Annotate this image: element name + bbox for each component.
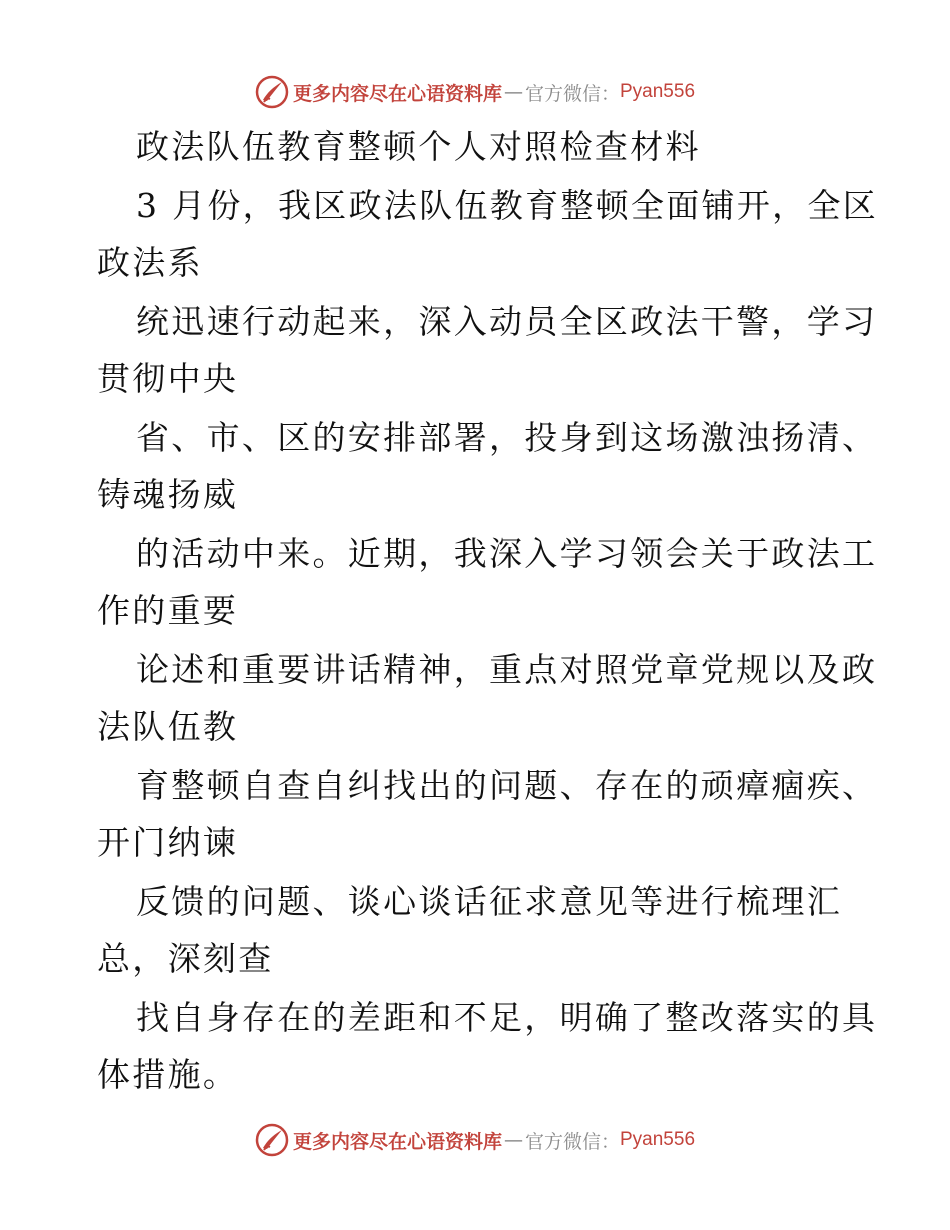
body-line: 总，深刻查 [97, 939, 274, 978]
banner-wechat-label: 官方微信： [524, 1130, 620, 1153]
body-line: 铸魂扬威 [97, 475, 239, 514]
document-title: 政法队伍教育整顿个人对照检查材料 [136, 127, 701, 166]
banner-content [255, 75, 695, 109]
body-line: 的活动中来。近期，我深入学习领会关于政法工 [136, 534, 878, 573]
body-line: 统迅速行动起来，深入动员全区政法干警，学习 [136, 302, 878, 341]
body-line: 省、市、区的安排部署，投身到这场激浊扬清、 [136, 418, 878, 457]
body-line: 开门纳谏 [97, 823, 239, 862]
body-line: 法队伍教 [97, 707, 239, 746]
body-line: 反馈的问题、谈心谈话征求意见等进行梳理汇 [136, 882, 842, 921]
banner-separator: — [503, 81, 523, 103]
banner-main-text: 更多内容尽在心语资料库 [292, 82, 502, 105]
body-line: 论述和重要讲话精神，重点对照党章党规以及政 [136, 650, 878, 689]
body-line: 体措施。 [97, 1055, 239, 1094]
banner-separator: — [503, 1129, 523, 1151]
body-line: 找自身存在的差距和不足，明确了整改落实的具 [136, 998, 878, 1037]
brush-logo-icon [255, 75, 289, 109]
body-line: 育整顿自查自纠找出的问题、存在的顽瘴痼疾、 [136, 766, 878, 805]
banner-wechat-id: Pyan556 [620, 1129, 696, 1150]
footer-banner [0, 1120, 950, 1160]
banner-wechat-id: Pyan556 [620, 81, 696, 102]
body-line: 3 月份，我区政法队伍教育整顿全面铺开，全区 [136, 186, 879, 225]
banner-content [255, 1123, 695, 1157]
body-line: 政法系 [97, 243, 203, 282]
header-banner [0, 72, 950, 112]
brush-logo-icon [255, 1123, 289, 1157]
banner-main-text: 更多内容尽在心语资料库 [292, 1130, 502, 1153]
banner-wechat-label: 官方微信： [524, 82, 620, 105]
body-line: 作的重要 [97, 591, 239, 630]
body-line: 贯彻中央 [97, 359, 239, 398]
